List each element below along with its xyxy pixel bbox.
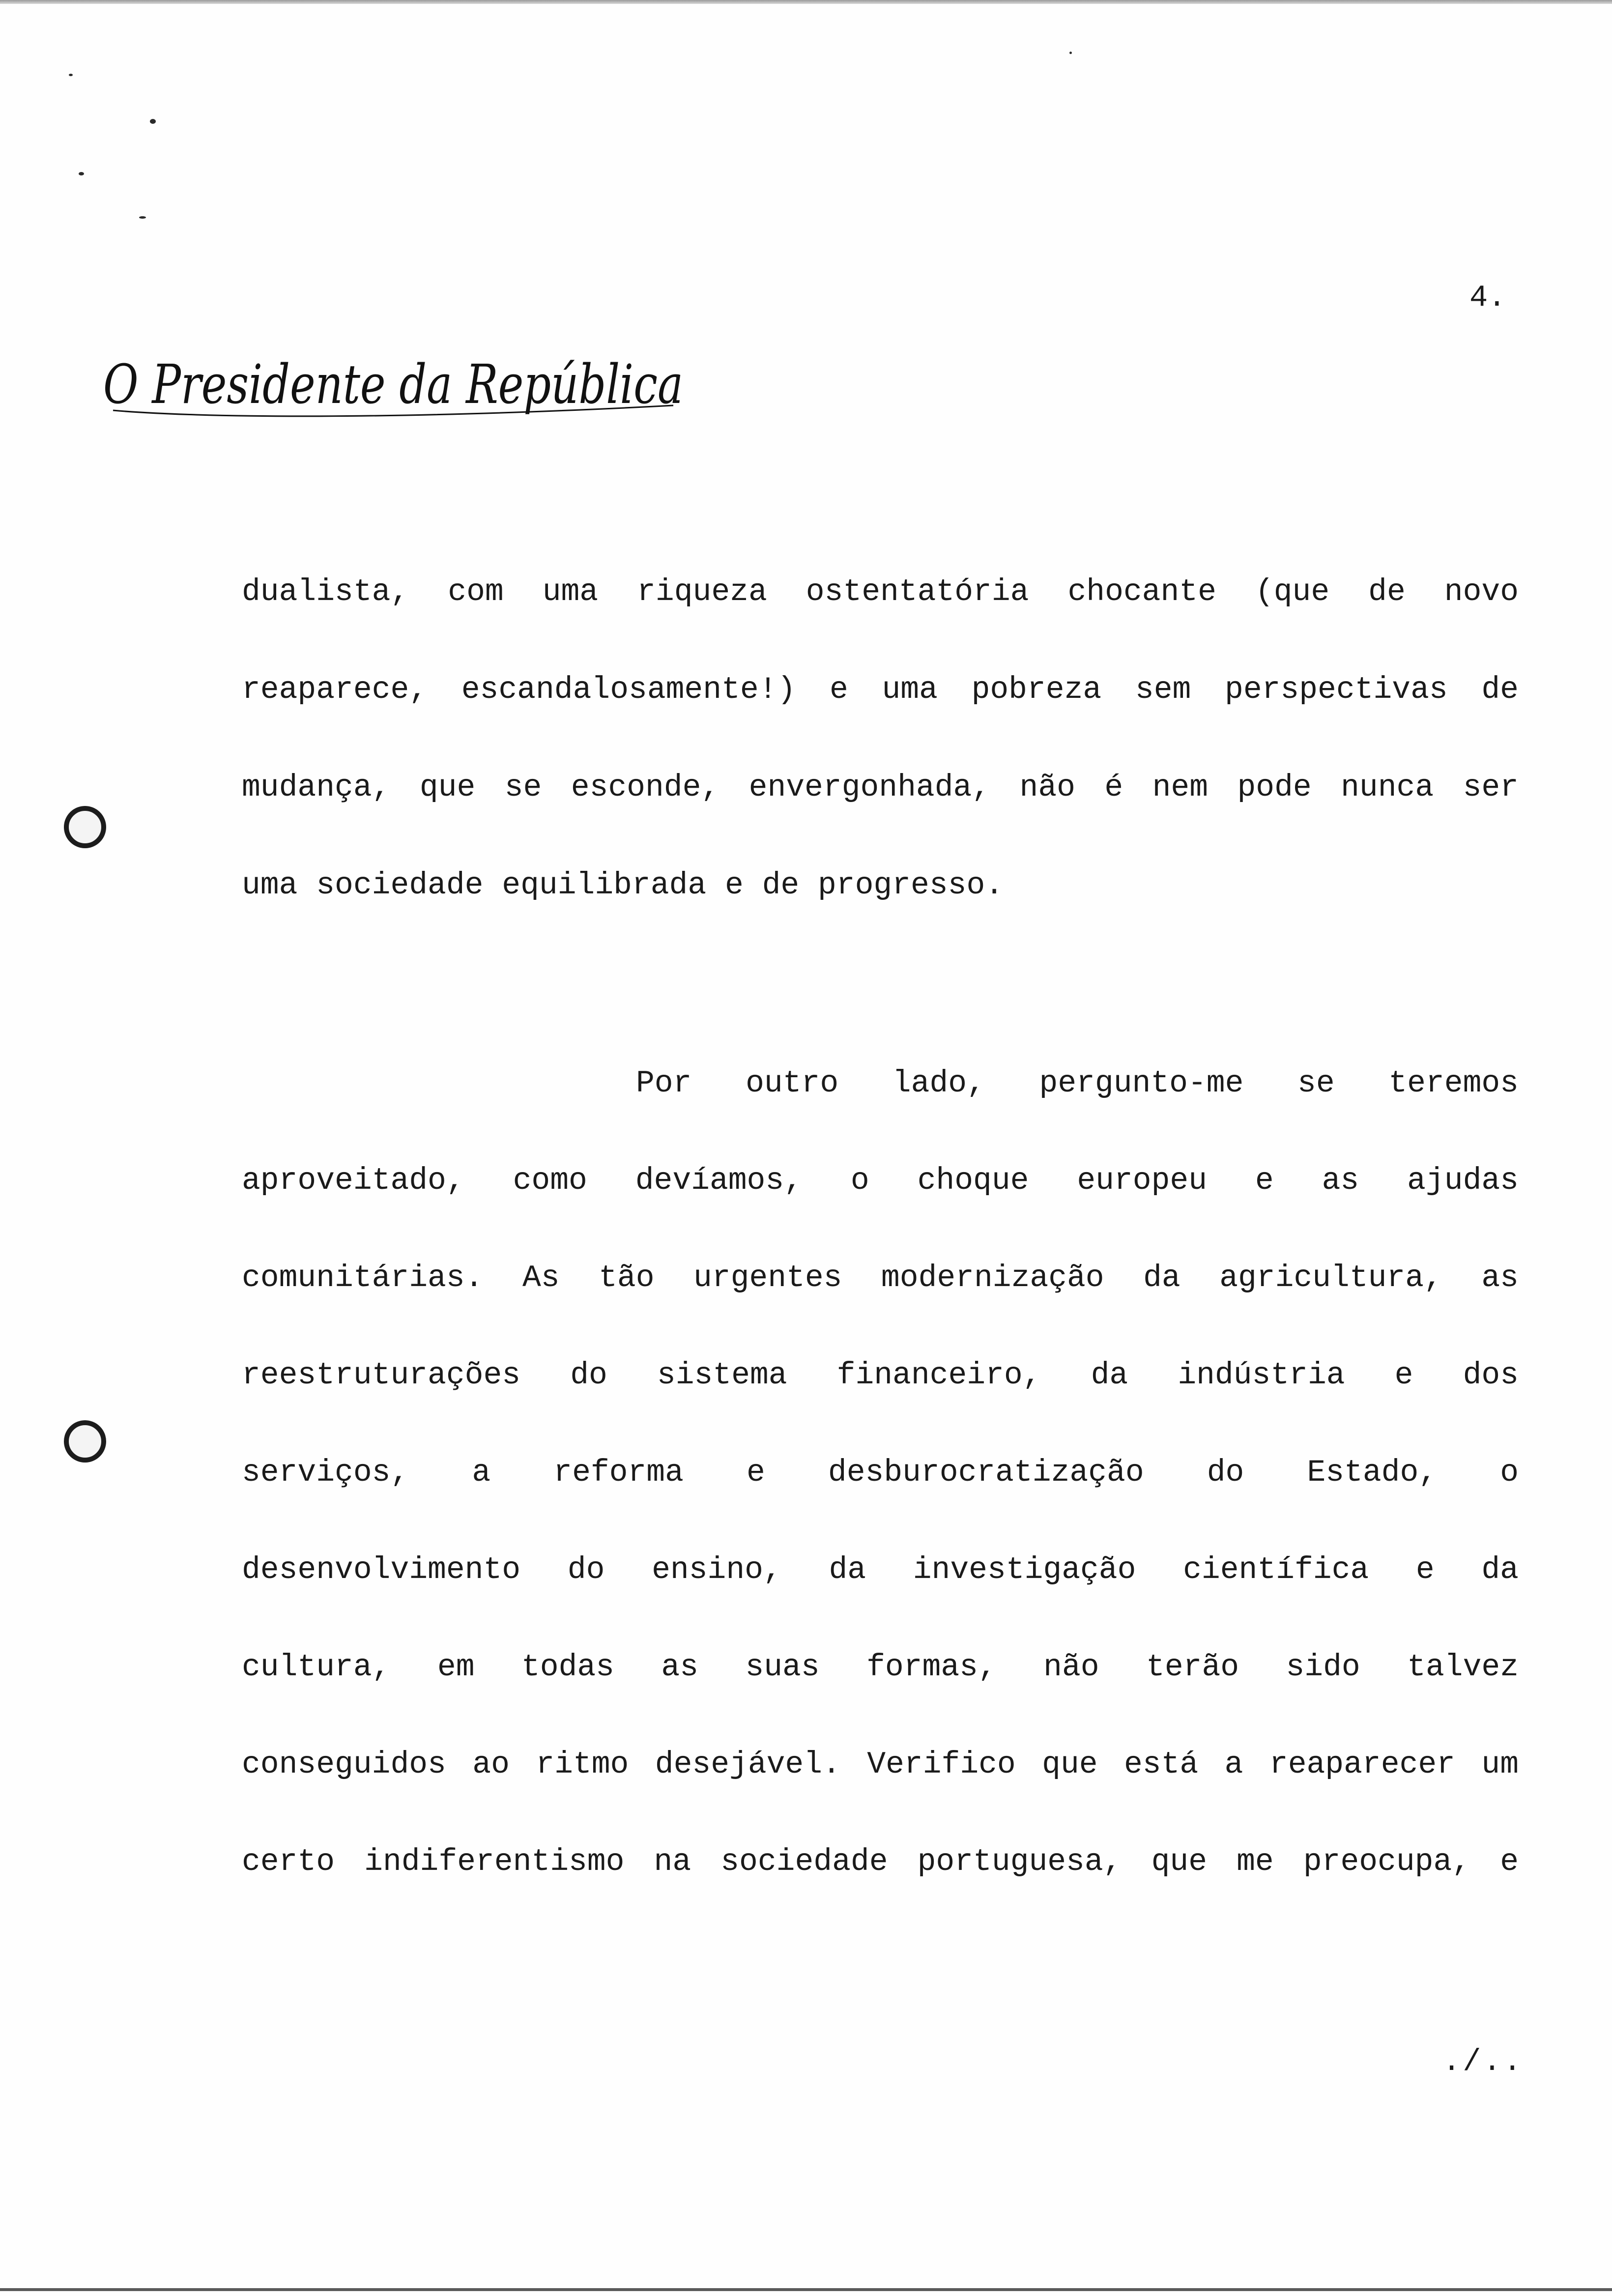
text-line: cultura, em todas as suas formas, não terão sido talvez — [242, 1650, 1519, 1685]
text-line: dualista, com uma riqueza ostentatória chocante (que de novo — [242, 574, 1519, 609]
punch-hole-lower — [64, 1420, 106, 1463]
text-line: desenvolvimento do ensino, da investigação científica e da — [242, 1552, 1519, 1587]
paragraph-1 — [242, 573, 1519, 907]
text-line: serviços, a reforma e desburocratização do Estado, o — [242, 1455, 1519, 1490]
text-line: reestruturações do sistema financeiro, da indústria e dos — [242, 1358, 1519, 1393]
letterhead-presidente-da-republica — [98, 344, 688, 432]
text-line: uma sociedade equilibrada e de progresso. — [242, 868, 1004, 903]
text-line: reaparece, escandalosamente!) e uma pobreza sem perspectivas de — [242, 672, 1519, 707]
continuation-mark: ./.. — [1442, 2044, 1524, 2079]
scan-speck — [1069, 52, 1072, 54]
text-line: aproveitado, como devíamos, o choque europeu e as ajudas — [242, 1163, 1519, 1198]
text-line: certo indiferentismo na sociedade portuguesa, que me preocupa, e — [242, 1844, 1519, 1879]
page-number: 4. — [1469, 280, 1506, 315]
text-line: Por outro lado, pergunto-me se teremos — [636, 1066, 1519, 1101]
scan-bottom-edge — [0, 2288, 1612, 2291]
svg-text:O Presidente da República: O Presidente da República — [103, 353, 683, 416]
paragraph-2 — [242, 1064, 1519, 1890]
scan-speck — [150, 119, 156, 124]
scan-speck — [79, 172, 84, 175]
text-line: conseguidos ao ritmo desejável. Verifico que está a reaparecer um — [242, 1747, 1519, 1782]
scan-speck — [69, 74, 73, 76]
punch-hole-upper — [64, 806, 106, 848]
letterhead-script-logo — [98, 344, 688, 432]
text-line: comunitárias. As tão urgentes modernização da agricultura, as — [242, 1261, 1519, 1295]
text-line: mudança, que se esconde, envergonhada, não é nem pode nunca ser — [242, 770, 1519, 805]
scan-top-edge — [0, 0, 1612, 4]
scan-speck — [139, 216, 146, 219]
